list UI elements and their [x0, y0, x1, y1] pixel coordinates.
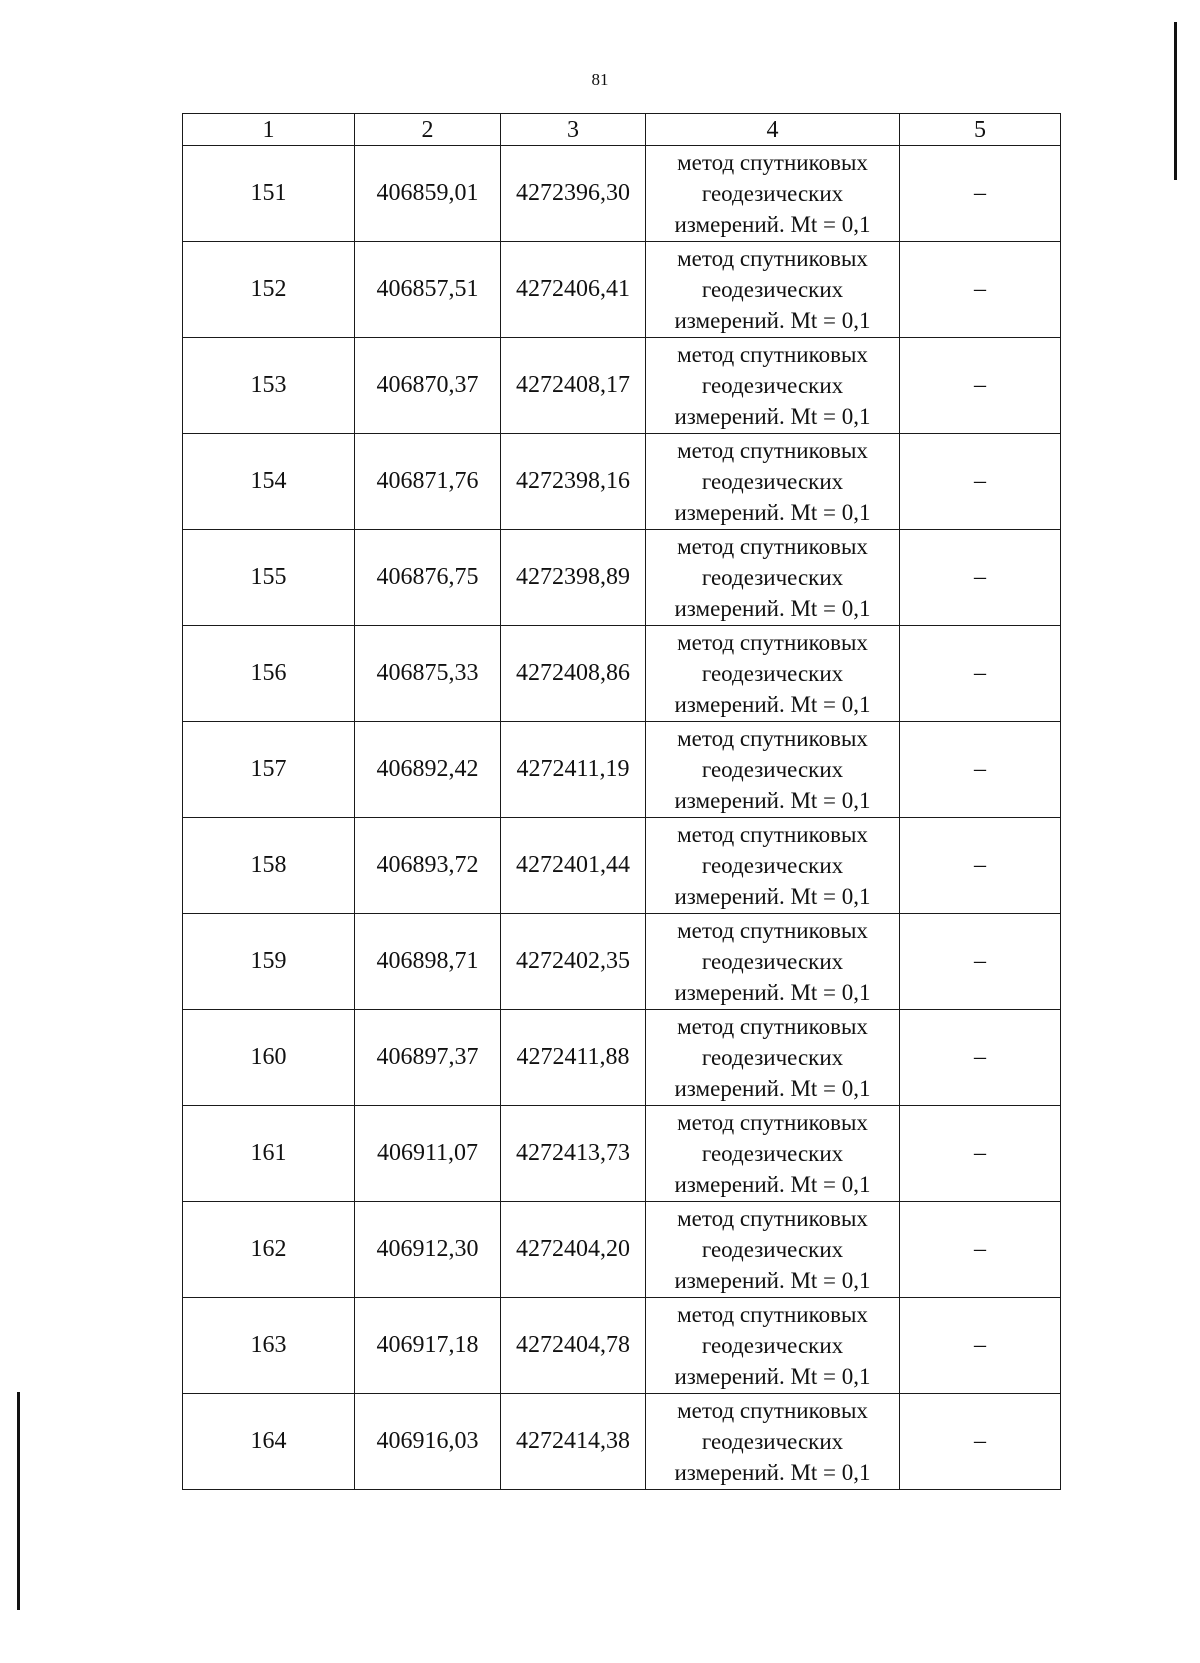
- note-cell: –: [900, 1298, 1061, 1394]
- method-cell: [646, 146, 900, 242]
- method-cell: [646, 818, 900, 914]
- table-row: [183, 242, 1061, 338]
- point-number-cell: 151: [183, 146, 355, 242]
- coordinate-y-cell: 4272414,38: [501, 1394, 646, 1490]
- coordinate-x-cell: 406912,30: [355, 1202, 501, 1298]
- note-cell: –: [900, 722, 1061, 818]
- method-cell: [646, 1202, 900, 1298]
- table-row: [183, 626, 1061, 722]
- table-row: [183, 146, 1061, 242]
- coordinates-table: [182, 113, 1061, 1490]
- method-cell: [646, 1106, 900, 1202]
- method-text-line: измерений. Mt = 0,1: [674, 1364, 871, 1389]
- method-text-line: геодезических: [701, 1333, 844, 1358]
- method-text-line: метод спутниковых: [677, 438, 868, 463]
- table-row: [183, 1202, 1061, 1298]
- method-cell: [646, 242, 900, 338]
- method-text-line: метод спутниковых: [677, 918, 868, 943]
- method-text-line: метод спутниковых: [677, 342, 868, 367]
- coordinate-y-cell: 4272413,73: [501, 1106, 646, 1202]
- note-cell: –: [900, 530, 1061, 626]
- note-cell: –: [900, 626, 1061, 722]
- method-text-line: геодезических: [701, 1237, 844, 1262]
- note-cell: –: [900, 818, 1061, 914]
- method-text-line: измерений. Mt = 0,1: [674, 692, 871, 717]
- point-number-cell: 152: [183, 242, 355, 338]
- method-text-line: измерений. Mt = 0,1: [674, 212, 871, 237]
- scan-edge-line-left: [17, 1392, 20, 1610]
- coordinate-y-cell: 4272404,20: [501, 1202, 646, 1298]
- coordinate-x-cell: 406897,37: [355, 1010, 501, 1106]
- coordinate-y-cell: 4272406,41: [501, 242, 646, 338]
- table-row: [183, 914, 1061, 1010]
- table-row: [183, 1106, 1061, 1202]
- method-text-line: геодезических: [701, 1429, 844, 1454]
- point-number-cell: 164: [183, 1394, 355, 1490]
- note-cell: –: [900, 1202, 1061, 1298]
- method-text-line: метод спутниковых: [677, 822, 868, 847]
- page-number: 81: [591, 70, 609, 89]
- method-text-line: геодезических: [701, 853, 844, 878]
- point-number-cell: 160: [183, 1010, 355, 1106]
- method-text-line: измерений. Mt = 0,1: [674, 1076, 871, 1101]
- coordinate-y-cell: 4272408,17: [501, 338, 646, 434]
- point-number-cell: 155: [183, 530, 355, 626]
- coordinate-y-cell: 4272398,89: [501, 530, 646, 626]
- header-col-4: 4: [646, 114, 900, 146]
- coordinate-x-cell: 406870,37: [355, 338, 501, 434]
- coordinate-y-cell: 4272398,16: [501, 434, 646, 530]
- coordinate-x-cell: 406875,33: [355, 626, 501, 722]
- note-cell: –: [900, 146, 1061, 242]
- table-row: [183, 1394, 1061, 1490]
- method-cell: [646, 1298, 900, 1394]
- coordinate-y-cell: 4272401,44: [501, 818, 646, 914]
- note-cell: –: [900, 1010, 1061, 1106]
- table-row: [183, 434, 1061, 530]
- method-text-line: геодезических: [701, 565, 844, 590]
- coordinate-y-cell: 4272402,35: [501, 914, 646, 1010]
- coordinate-x-cell: 406917,18: [355, 1298, 501, 1394]
- method-text-line: геодезических: [701, 1141, 844, 1166]
- table-header-row: [183, 114, 1061, 146]
- coordinate-x-cell: 406893,72: [355, 818, 501, 914]
- method-text-line: измерений. Mt = 0,1: [674, 404, 871, 429]
- note-cell: –: [900, 434, 1061, 530]
- method-text-line: геодезических: [701, 1045, 844, 1070]
- point-number-cell: 162: [183, 1202, 355, 1298]
- method-text-line: метод спутниковых: [677, 1206, 868, 1231]
- method-text-line: метод спутниковых: [677, 534, 868, 559]
- method-text-line: измерений. Mt = 0,1: [674, 884, 871, 909]
- note-cell: –: [900, 1394, 1061, 1490]
- method-cell: [646, 722, 900, 818]
- coordinate-y-cell: 4272404,78: [501, 1298, 646, 1394]
- method-text-line: геодезических: [701, 373, 844, 398]
- method-text-line: геодезических: [701, 949, 844, 974]
- coordinate-x-cell: 406892,42: [355, 722, 501, 818]
- table-row: [183, 338, 1061, 434]
- header-col-2: 2: [355, 114, 501, 146]
- point-number-cell: 156: [183, 626, 355, 722]
- table-row: [183, 530, 1061, 626]
- coordinate-x-cell: 406916,03: [355, 1394, 501, 1490]
- method-cell: [646, 530, 900, 626]
- method-text-line: измерений. Mt = 0,1: [674, 500, 871, 525]
- note-cell: –: [900, 338, 1061, 434]
- note-cell: –: [900, 1106, 1061, 1202]
- coordinate-x-cell: 406859,01: [355, 146, 501, 242]
- point-number-cell: 163: [183, 1298, 355, 1394]
- method-cell: [646, 1394, 900, 1490]
- coordinate-x-cell: 406857,51: [355, 242, 501, 338]
- point-number-cell: 158: [183, 818, 355, 914]
- method-cell: [646, 1010, 900, 1106]
- method-text-line: измерений. Mt = 0,1: [674, 980, 871, 1005]
- note-cell: –: [900, 914, 1061, 1010]
- header-col-3: 3: [501, 114, 646, 146]
- method-text-line: геодезических: [701, 469, 844, 494]
- note-cell: –: [900, 242, 1061, 338]
- method-cell: [646, 338, 900, 434]
- method-text-line: метод спутниковых: [677, 1398, 868, 1423]
- coordinate-y-cell: 4272408,86: [501, 626, 646, 722]
- method-text-line: метод спутниковых: [677, 246, 868, 271]
- table-body: [183, 146, 1061, 1490]
- coordinate-y-cell: 4272411,88: [501, 1010, 646, 1106]
- point-number-cell: 154: [183, 434, 355, 530]
- method-text-line: геодезических: [701, 181, 844, 206]
- method-text-line: метод спутниковых: [677, 1110, 868, 1135]
- method-cell: [646, 626, 900, 722]
- method-text-line: измерений. Mt = 0,1: [674, 1460, 871, 1485]
- method-cell: [646, 434, 900, 530]
- method-text-line: геодезических: [701, 661, 844, 686]
- table-row: [183, 1010, 1061, 1106]
- coordinate-x-cell: 406871,76: [355, 434, 501, 530]
- method-text-line: геодезических: [701, 757, 844, 782]
- table-row: [183, 818, 1061, 914]
- header-col-5: 5: [900, 114, 1061, 146]
- point-number-cell: 153: [183, 338, 355, 434]
- method-text-line: измерений. Mt = 0,1: [674, 1268, 871, 1293]
- method-text-line: метод спутниковых: [677, 1302, 868, 1327]
- point-number-cell: 157: [183, 722, 355, 818]
- method-text-line: геодезических: [701, 277, 844, 302]
- table-row: [183, 722, 1061, 818]
- coordinate-y-cell: 4272411,19: [501, 722, 646, 818]
- method-text-line: метод спутниковых: [677, 1014, 868, 1039]
- method-text-line: измерений. Mt = 0,1: [674, 596, 871, 621]
- method-text-line: измерений. Mt = 0,1: [674, 1172, 871, 1197]
- point-number-cell: 161: [183, 1106, 355, 1202]
- scan-edge-line-right: [1174, 22, 1177, 180]
- header-col-1: 1: [183, 114, 355, 146]
- coordinate-x-cell: 406898,71: [355, 914, 501, 1010]
- method-text-line: измерений. Mt = 0,1: [674, 308, 871, 333]
- point-number-cell: 159: [183, 914, 355, 1010]
- coordinate-y-cell: 4272396,30: [501, 146, 646, 242]
- method-text-line: метод спутниковых: [677, 150, 868, 175]
- method-text-line: метод спутниковых: [677, 630, 868, 655]
- method-text-line: измерений. Mt = 0,1: [674, 788, 871, 813]
- table-row: [183, 1298, 1061, 1394]
- method-cell: [646, 914, 900, 1010]
- coordinate-x-cell: 406876,75: [355, 530, 501, 626]
- method-text-line: метод спутниковых: [677, 726, 868, 751]
- coordinate-x-cell: 406911,07: [355, 1106, 501, 1202]
